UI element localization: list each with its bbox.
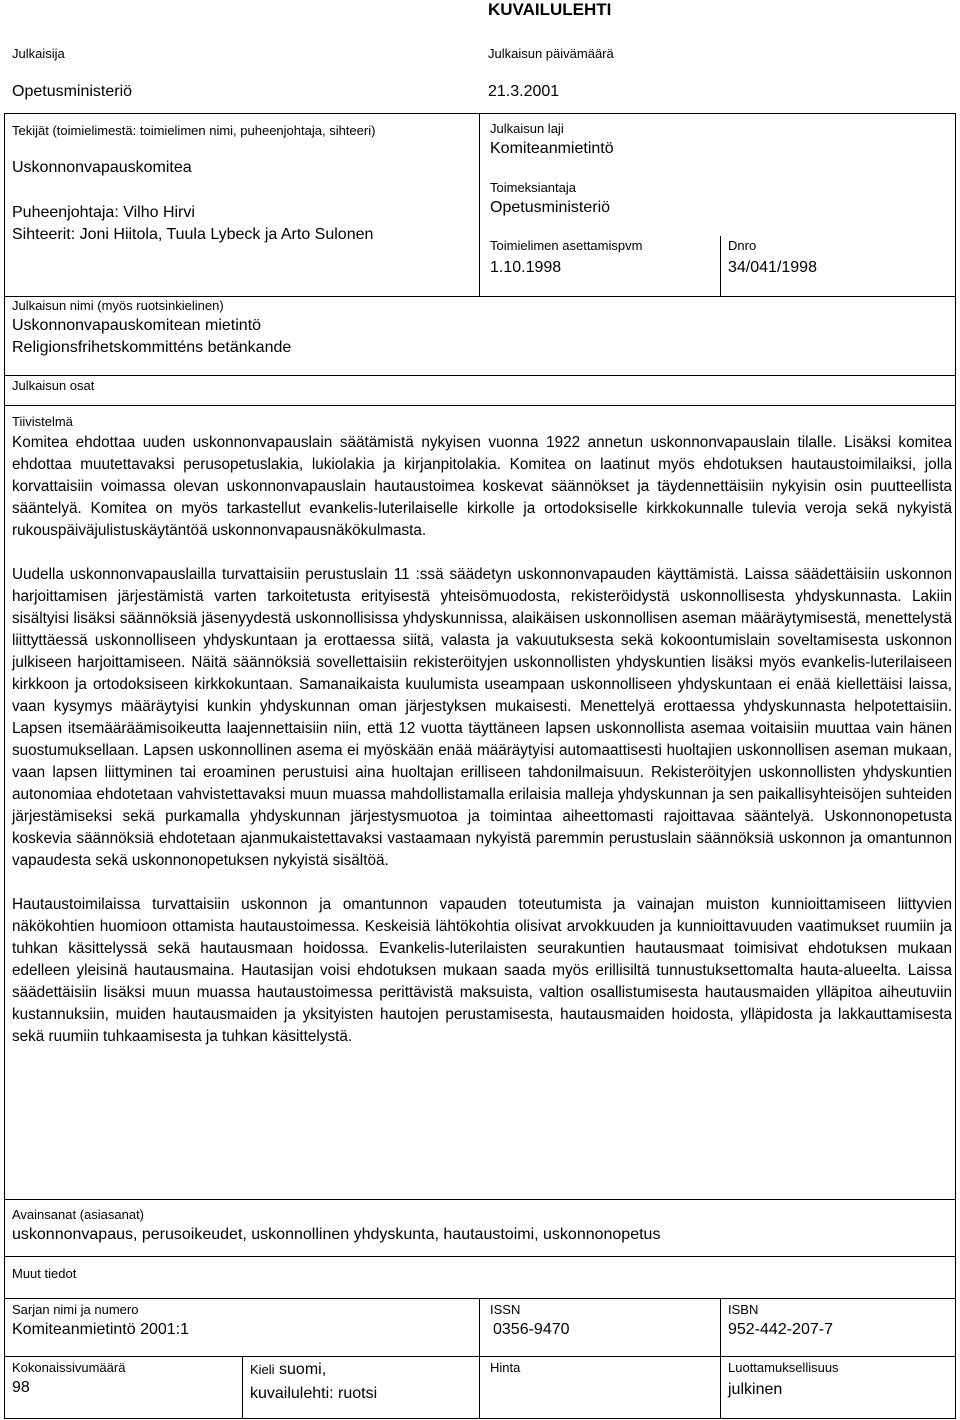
document-title: KUVAILULEHTI [488, 0, 612, 19]
confidentiality-value: julkinen [728, 1381, 783, 1398]
authors-committee: Uskonnonvapauskomitea [12, 159, 192, 176]
appointed-value: 1.10.1998 [490, 259, 562, 276]
divider [720, 236, 721, 296]
commissioner-label: Toimeksiantaja [490, 180, 576, 195]
frame-left [4, 113, 5, 1419]
pub-type-label: Julkaisun laji [490, 121, 564, 136]
divider [4, 405, 956, 406]
pub-date-value: 21.3.2001 [488, 83, 560, 100]
publisher-label: Julkaisija [12, 46, 65, 61]
abstract-body [12, 432, 952, 1048]
pages-label: Kokonaissivumäärä [12, 1360, 126, 1375]
other-info-label: Muut tiedot [12, 1266, 77, 1281]
keywords-label: Avainsanat (asiasanat) [12, 1207, 145, 1222]
abstract-paragraph-3: Hautaustoimilaissa turvattaisiin uskonnon ja omantunnon vapauden toteutumista ja vainajan muiston kunnioittamiseen liittyvien näkökohtien huomioon ottamista hautaustoimessa. Keskeisiä lähtökohtia olisivat arvokkuuden ja kunnioittavuuden vaatimukset ruumiin ja tuhkan käsittelyssä sekä hautausmaan hoidossa. Evankelis-luterilaisten seurakuntien hautausmaat toimisivat ehdotuksen mukaan edelleen yleisinä hautausmaina. Hautasijan voisi ehdotuksen mukaan saada myös erillisiltä tunnustuksettomalta hauta-alueelta. Laissa säädettäisiin lisäksi muun muassa hautaustoimessa perittävistä maksuista, valtion osallistumisesta hautausmaiden ylläpitoa aiheutuviin kustannuksiin, muiden hautausmaiden ja yksityisten hautojen perustamisesta, hautausmaiden hoidosta, ylläpidosta ja lakkauttamisesta sekä ruumiin tuhkaamisesta ja tuhkan käsittelystä. [12, 896, 952, 1045]
dnro-label: Dnro [728, 238, 757, 253]
divider [4, 1418, 956, 1419]
divider [4, 1199, 956, 1200]
issn-value: 0356-9470 [493, 1321, 570, 1338]
divider [4, 1256, 956, 1257]
authors-label: Tekijät (toimielimestä: toimielimen nimi, puheenjohtaja, sihteeri) [12, 123, 376, 138]
divider [242, 1356, 243, 1418]
authors-chair: Puheenjohtaja: Vilho Hirvi [12, 204, 195, 221]
series-value: Komiteanmietintö 2001:1 [12, 1321, 189, 1338]
pub-type-value: Komiteanmietintö [490, 140, 614, 157]
isbn-label: ISBN [728, 1302, 759, 1317]
pub-date-label: Julkaisun päivämäärä [488, 46, 614, 61]
language-value-1: suomi, [279, 1361, 327, 1378]
price-label: Hinta [490, 1360, 521, 1375]
publisher-value: Opetusministeriö [12, 83, 133, 100]
divider [4, 113, 956, 114]
issn-label: ISSN [490, 1302, 521, 1317]
appointed-label: Toimielimen asettamispvm [490, 238, 643, 253]
language-value-2: kuvailulehti: ruotsi [250, 1385, 378, 1402]
confidentiality-label: Luottamuksellisuus [728, 1360, 839, 1375]
parts-label: Julkaisun osat [12, 378, 95, 393]
commissioner-value: Opetusministeriö [490, 199, 611, 216]
divider [479, 1298, 480, 1418]
divider [4, 1298, 956, 1299]
divider [479, 113, 480, 296]
dnro-value: 34/041/1998 [728, 259, 817, 276]
divider [4, 1356, 956, 1357]
pages-value: 98 [12, 1379, 30, 1396]
frame-right [955, 113, 956, 1419]
pub-name-fi: Uskonnonvapauskomitean mietintö [12, 317, 262, 334]
pub-name-label: Julkaisun nimi (myös ruotsinkielinen) [12, 298, 224, 313]
pub-name-sv: Religionsfrihetskommitténs betänkande [12, 339, 292, 356]
divider [720, 1298, 721, 1418]
abstract-label: Tiivistelmä [12, 414, 73, 429]
divider [4, 375, 956, 376]
abstract-paragraph-1: Komitea ehdottaa uuden uskonnonvapauslain säätämistä nykyisen vuonna 1922 annetun uskonnonvapauslain tilalle. Lisäksi komitea ehdottaa muutettavaksi perusopetuslakia, lukiolakia ja kirjanpitolakia. Komitea on laatinut myös ehdotuksen hautaustoimilaiksi, jolla korvattaisiin voimassa olevan uskonnonvapauslain hautaustoimea koskevat säännökset ja täydennettäisiin nykyisin osin puutteellista sääntelyä. Komitea on myös tarkastellut evankelis-luterilaiselle kirkolle ja ortodoksiselle kirkkokunnalle tulevia veroja sekä nykyistä rukouspäiväjulistuskäytäntöä uskonnonvapausnäkökulmasta. [12, 434, 952, 539]
language-label: Kieli [250, 1362, 275, 1377]
abstract-paragraph-2: Uudella uskonnonvapauslailla turvattaisiin perustuslain 11 :ssä säädetyn uskonnonvapauden käyttämistä. Laissa säädettäisiin uskonnon harjoittamisen järjestämistä varten tarkoitetusta erityisestä yhteisömuodosta, rekisteröidystä uskonnollisesta yhdyskunnasta. Lakiin sisältyisi lisäksi säännöksiä jäsenyydestä uskonnollisissa yhdyskunnissa, alaikäisen uskonnollisen aseman määräytymisestä, menettelystä liittyttäessä uskonnolliseen yhdyskuntaan ja erottaessa siitä, valasta ja vakuutuksesta sekä kokoontumislain soveltamisesta uskonnon julkiseen harjoittamiseen. Näitä säännöksiä sovellettaisiin rekisteröityjen uskonnollisten yhdyskuntien lisäksi myös evankelis-luterilaiseen kirkkoon ja ortodoksiseen kirkkokuntaan. Samanaikaista kuulumista useampaan uskonnolliseen yhdyskuntaan ei enää kiellettäisi laissa, vaan kysymys määräytyisi kunkin yhdyskunnan oman järjestyksen mukaisesti. Menettelyä erottaessa yhdyskunnasta helpotettaisiin. Lapsen itsemääräämisoikeutta laajennettaisiin niin, että 12 vuotta täyttäneen lapsen uskonnollista asemaa voitaisiin muuttaa vain hänen suostumuksellaan. Lapsen uskonnollinen asema ei myöskään enää määräytyisi automaattisesti huoltajien uskonnollisen aseman mukaan, vaan lapsen liittyminen tai eroaminen perustuisi aina huoltajan erilliseen tahdonilmaisuun. Rekisteröityjen uskonnollisten yhdyskuntien autonomiaa ehdotetaan vahvistettavaksi muun muassa mahdollistamalla erilaisia malleja yhdyskunnan ja sen paikallisyhteisöjen suhteiden järjestämiseksi sekä purkamalla yhdyskunnan järjestysmuotoa ja toimintaa aiheettomasti rajoittavaa sääntelyä. Uskonnonopetusta koskevia säännöksiä ehdotetaan ajanmukaistettavaksi vastaamaan nykyistä paremmin perustuslain säännöksiä uskonnon ja omantunnon vapaudesta sekä uskonnonopetuksen nykyistä sisältöä. [12, 566, 952, 869]
language-field [250, 1360, 326, 1380]
series-label: Sarjan nimi ja numero [12, 1302, 139, 1317]
isbn-value: 952-442-207-7 [728, 1321, 833, 1338]
authors-secretaries: Sihteerit: Joni Hiitola, Tuula Lybeck ja Arto Sulonen [12, 226, 374, 243]
keywords-value: uskonnonvapaus, perusoikeudet, uskonnollinen yhdyskunta, hautaustoimi, uskonnonopetus [12, 1226, 661, 1243]
divider [4, 296, 956, 297]
